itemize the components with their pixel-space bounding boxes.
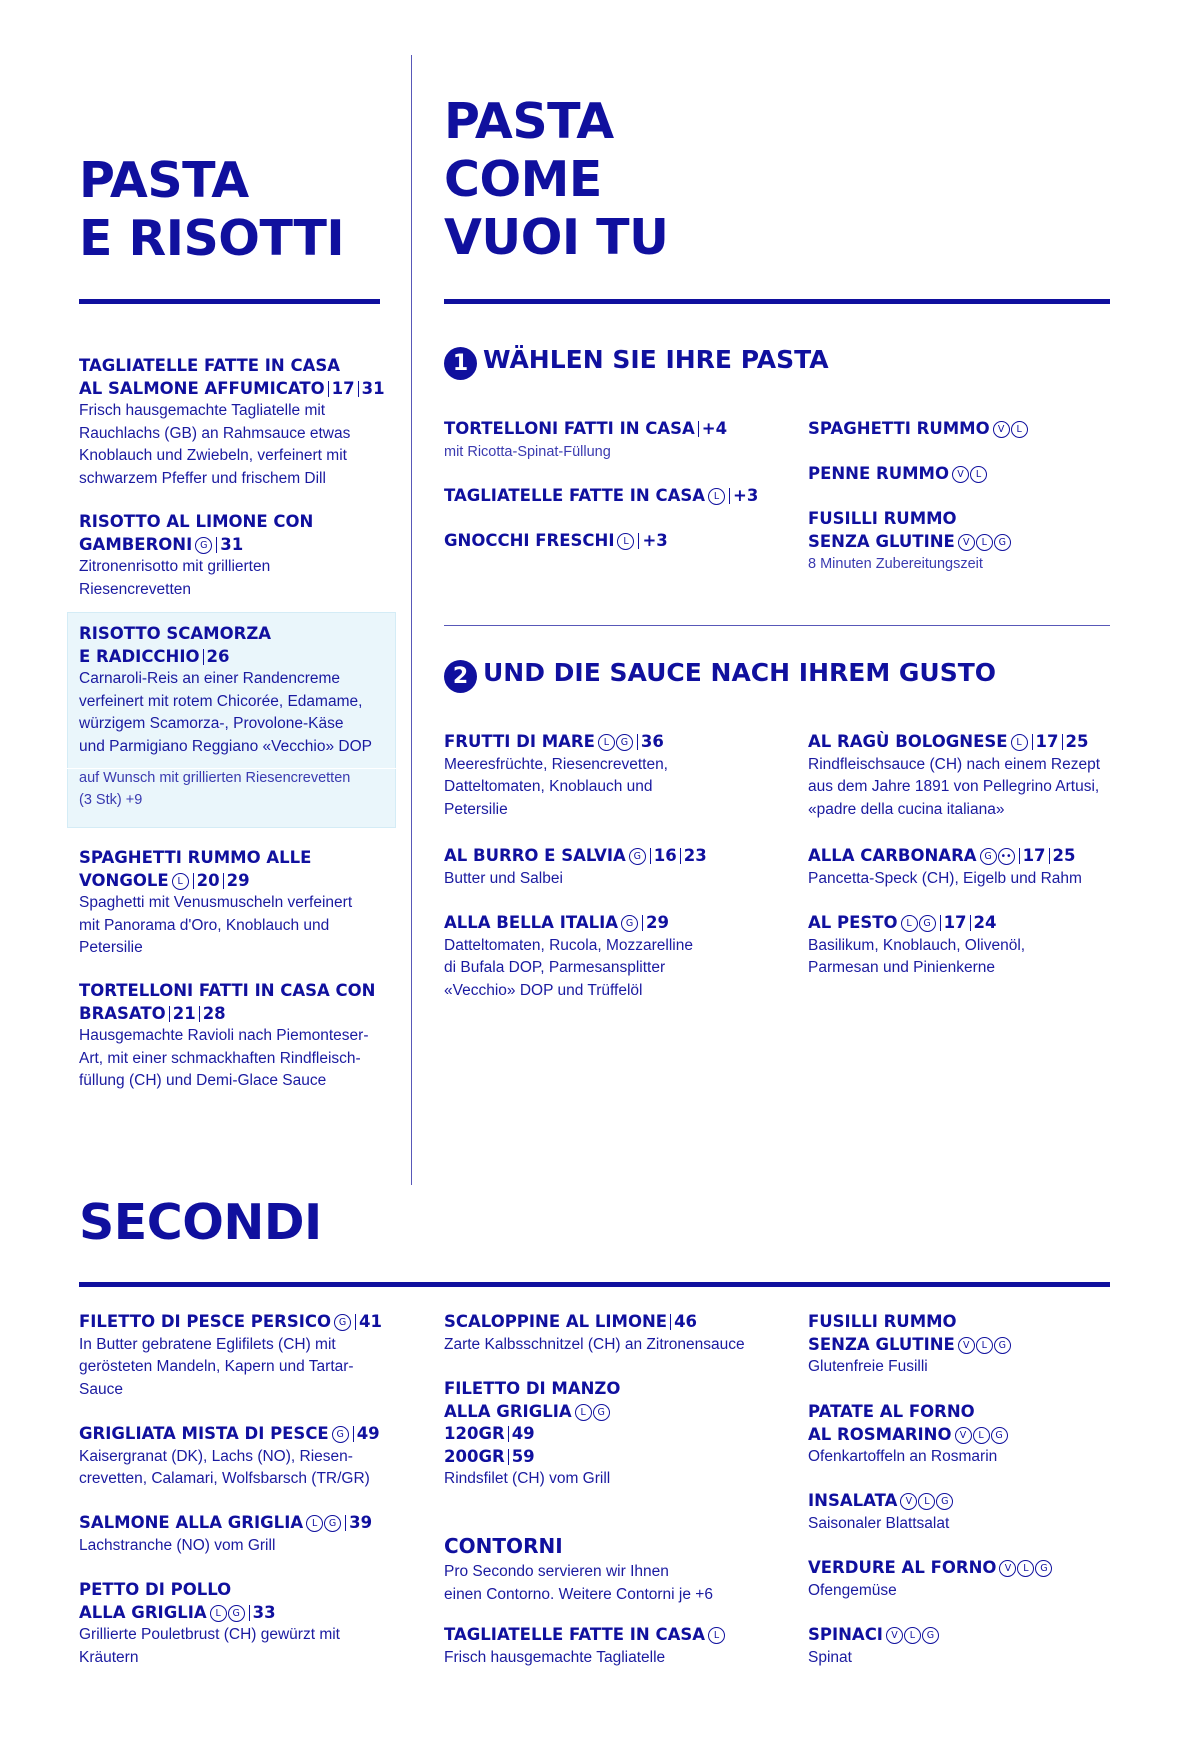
item-name: [808, 1401, 1108, 1424]
pasta-risotti-title: PASTA E RISOTTI: [79, 152, 345, 267]
contorno-item: [808, 1401, 1108, 1469]
price: +3: [729, 488, 758, 504]
secondi-description: Lachstranche (NO) vom Grill: [79, 1536, 276, 1554]
item-name-text: TORTELLONI FATTI IN CASA: [444, 419, 695, 438]
secondi-description: Sauce: [79, 1380, 123, 1398]
allergen-tags: [621, 912, 639, 935]
allergen-tags: [575, 1401, 611, 1424]
item-name: [808, 1490, 1108, 1513]
item-name-text: AL RAGÙ BOLOGNESE: [808, 732, 1008, 751]
item-name: [808, 1557, 1108, 1580]
item-name: [808, 418, 1108, 441]
allergen-l-icon: L: [172, 873, 189, 890]
item-name: [444, 418, 774, 441]
item-name: [79, 1311, 399, 1334]
step1-label: WÄHLEN SIE IHRE PASTA: [483, 345, 829, 374]
allergen-l-icon: L: [575, 1404, 592, 1421]
pasta-option: [444, 418, 774, 463]
allergen-l-icon: L: [904, 1627, 921, 1644]
item-name-text: SPAGHETTI RUMMO: [808, 419, 990, 438]
item-name-text: SENZA GLUTINE: [808, 531, 955, 551]
item-name-text: SPINACI: [808, 1625, 883, 1644]
secondi-description: Frisch hausgemachte Tagliatelle: [444, 1648, 666, 1666]
step2-heading: [444, 656, 996, 693]
item-name-text: AL PESTO: [808, 913, 898, 932]
item-extra-text: (3 Stk) +9: [79, 792, 143, 808]
allergen-tags: [306, 1512, 342, 1535]
item-description: füllung (CH) und Demi-Glace Sauce: [79, 1072, 327, 1089]
item-name-text: ALLA BELLA ITALIA: [444, 913, 619, 932]
allergen-l-icon: L: [617, 533, 634, 550]
allergen-tags: [1011, 731, 1029, 754]
allergen-g-icon: G: [616, 734, 633, 751]
item-description: mit Panorama d'Oro, Knoblauch und: [79, 916, 330, 934]
price: 36: [637, 734, 664, 750]
item-name-text: SCALOPPINE AL LIMONE: [444, 1312, 668, 1331]
allergen-g-icon: G: [994, 1337, 1011, 1354]
item-name-text: PETTO DI POLLO: [79, 1580, 232, 1599]
allergen-g-icon: G: [919, 915, 936, 932]
allergen-g-icon: G: [991, 1427, 1008, 1444]
item-name-text: ALLA CARBONARA: [808, 846, 977, 865]
item-name-text: SALMONE ALLA GRIGLIA: [79, 1513, 304, 1532]
item-name: [808, 1624, 1108, 1647]
allergen-tags: [900, 1490, 954, 1513]
item-name-text: 200GR: [444, 1446, 505, 1466]
allergen-l-icon: L: [918, 1493, 935, 1510]
allergen-tags: [195, 534, 213, 557]
sauce-description: Datteltomaten, Knoblauch und: [444, 778, 653, 795]
contorni-text: einen Contorno. Weitere Contorni je +6: [444, 1585, 713, 1603]
allergen-l-icon: L: [1011, 734, 1028, 751]
allergen-g-icon: G: [228, 1605, 245, 1622]
allergen-tags: [617, 530, 635, 553]
item-name: [79, 646, 399, 669]
item-name-text: FRUTTI DI MARE: [444, 732, 595, 751]
secondi-description: gerösteten Mandeln, Kapern und Tartar-: [79, 1358, 354, 1375]
item-name: [79, 870, 399, 893]
price: 25: [1062, 734, 1089, 750]
price: 59: [508, 1449, 535, 1465]
item-description: und Parmigiano Reggiano «Vecchio» DOP: [79, 737, 372, 755]
secondi-description: Rindsfilet (CH) vom Grill: [444, 1470, 611, 1487]
item-name-text: AL BURRO E SALVIA: [444, 846, 626, 865]
item-name-text: INSALATA: [808, 1491, 898, 1510]
item-name-text: BRASATO: [79, 1003, 166, 1023]
item-name: [808, 845, 1118, 868]
item-name-text: PATATE AL FORNO: [808, 1402, 975, 1421]
item-description: schwarzem Pfeffer und frischem Dill: [79, 469, 326, 487]
item-description: Petersilie: [79, 939, 143, 956]
allergen-g-icon: G: [1035, 1560, 1052, 1577]
allergen-tags: [958, 531, 1012, 554]
menu-item: [79, 847, 399, 960]
item-name-text: ALLA GRIGLIA: [444, 1401, 572, 1421]
pasta-option: [444, 485, 774, 508]
contorno-item: [808, 1490, 1108, 1535]
item-name-text: AL SALMONE AFFUMICATO: [79, 378, 325, 398]
allergen-g-icon: G: [195, 537, 212, 554]
item-description: Hausgemachte Ravioli nach Piemonteser-: [79, 1027, 369, 1044]
allergen-l-icon: L: [1011, 421, 1028, 438]
sauce-description: Meeresfrüchte, Riesencrevetten,: [444, 755, 668, 773]
item-name: [79, 1579, 399, 1602]
secondi-item: [79, 1311, 399, 1401]
price: 31: [358, 381, 385, 397]
sauce-description: Datteltomaten, Rucola, Mozzarelline: [444, 936, 693, 954]
sauce-option: [444, 845, 774, 890]
allergen-v-icon: V: [993, 421, 1010, 438]
item-name: [79, 355, 399, 378]
secondi-title: SECONDI: [79, 1194, 322, 1251]
menu-item: [79, 623, 399, 811]
price: 16: [650, 848, 677, 864]
item-description: Knoblauch und Zwiebeln, verfeinert mit: [79, 447, 347, 464]
contorno-item: [808, 1311, 1108, 1379]
menu-item: [79, 980, 399, 1093]
allergen-l-icon: L: [976, 534, 993, 551]
item-name-text: GAMBERONI: [79, 534, 193, 554]
price: 21: [169, 1006, 196, 1022]
sauce-description: aus dem Jahre 1891 von Pellegrino Artusi,: [808, 778, 1100, 795]
sauce-description: Petersilie: [444, 800, 508, 818]
step-divider: [444, 625, 1110, 626]
price: 29: [223, 873, 250, 889]
item-description: würzigem Scamorza-, Provolone-Käse: [79, 715, 344, 732]
allergen-tags: [172, 870, 190, 893]
price: 41: [355, 1314, 382, 1330]
item-name-text: FILETTO DI MANZO: [444, 1379, 621, 1398]
secondi-rule: [79, 1282, 1110, 1287]
item-name-text: TAGLIATELLE FATTE IN CASA: [444, 486, 705, 505]
price: 25: [1049, 848, 1076, 864]
contorno-description: Spinat: [808, 1648, 852, 1666]
allergen-v-icon: V: [958, 534, 975, 551]
allergen-tags: [955, 1424, 1009, 1447]
allergen-g-icon: G: [334, 1314, 351, 1331]
allergen-l-icon: L: [973, 1427, 990, 1444]
pasta-option-note: 8 Minuten Zubereitungszeit: [808, 556, 983, 572]
menu-item: [79, 511, 399, 601]
item-name: [444, 1401, 784, 1424]
price: 17: [1032, 734, 1059, 750]
price: +3: [638, 533, 667, 549]
step2-number: 2: [444, 660, 477, 693]
allergen-v-icon: V: [900, 1493, 917, 1510]
contorno-description: Ofenkartoffeln an Rosmarin: [808, 1448, 998, 1465]
item-name: [444, 912, 774, 935]
item-description: verfeinert mit rotem Chicorée, Edamame,: [79, 692, 363, 710]
allergen-tags: [886, 1624, 940, 1647]
sauce-description: di Bufala DOP, Parmesansplitter: [444, 959, 666, 976]
item-name-text: SPAGHETTI RUMMO ALLE: [79, 848, 312, 867]
item-name-text: E RADICCHIO: [79, 646, 200, 666]
item-name-text: VONGOLE: [79, 870, 169, 890]
allergen-l-icon: L: [976, 1337, 993, 1354]
allergen-tags: [958, 1334, 1012, 1357]
item-name: [79, 1003, 399, 1026]
allergen-tags: [952, 463, 988, 486]
pasta-come-title: PASTA COME VUOI TU: [444, 93, 669, 266]
item-description: Art, mit einer schmackhaften Rindfleisch-: [79, 1049, 361, 1067]
item-name: [79, 1423, 399, 1446]
item-name: [444, 1311, 784, 1334]
allergen-tags: [708, 1624, 726, 1647]
pasta-option: [808, 508, 1108, 575]
secondi-description: Zarte Kalbsschnitzel (CH) an Zitronensauce: [444, 1335, 745, 1353]
item-name: [444, 1423, 784, 1446]
step1-number: 1: [444, 347, 477, 380]
allergen-v-icon: V: [955, 1427, 972, 1444]
price: 28: [199, 1006, 226, 1022]
allergen-l-icon: L: [901, 915, 918, 932]
allergen-g-icon: G: [994, 534, 1011, 551]
sauce-option: [808, 845, 1118, 890]
allergen-tags: [598, 731, 634, 754]
price: 33: [249, 1605, 276, 1621]
price: 24: [970, 915, 997, 931]
allergen-tags: [980, 845, 1016, 868]
sauce-description: Pancetta-Speck (CH), Eigelb und Rahm: [808, 869, 1082, 887]
item-name: [444, 1624, 784, 1647]
sauce-option: [808, 731, 1118, 821]
item-name-text: TORTELLONI FATTI IN CASA CON: [79, 981, 376, 1000]
secondi-description: In Butter gebratene Eglifilets (CH) mit: [79, 1335, 336, 1353]
item-description: Zitronenrisotto mit grillierten: [79, 558, 271, 575]
allergen-g-icon: G: [621, 915, 638, 932]
item-name-text: AL ROSMARINO: [808, 1424, 952, 1444]
pasta-risotti-rule: [79, 299, 380, 304]
item-name-text: SENZA GLUTINE: [808, 1334, 955, 1354]
contorno-item: [808, 1557, 1108, 1602]
allergen-g-icon: G: [922, 1627, 939, 1644]
item-name: [444, 530, 774, 553]
sauce-description: Butter und Salbei: [444, 869, 563, 887]
sauce-description: Rindfleischsauce (CH) nach einem Rezept: [808, 755, 1101, 773]
allergen-v-icon: V: [886, 1627, 903, 1644]
allergen-egg-icon: ••: [998, 848, 1015, 865]
allergen-g-icon: G: [593, 1404, 610, 1421]
secondi-description: Kräutern: [79, 1648, 139, 1666]
item-name: [808, 531, 1108, 554]
item-name: [79, 534, 399, 557]
item-name: [79, 1512, 399, 1535]
secondi-description: Kaisergranat (DK), Lachs (NO), Riesen-: [79, 1447, 353, 1465]
menu-item: [79, 355, 399, 490]
item-name-text: RISOTTO SCAMORZA: [79, 624, 272, 643]
sauce-description: «Vecchio» DOP und Trüffelöl: [444, 981, 643, 999]
sauce-description: Parmesan und Pinienkerne: [808, 959, 995, 976]
allergen-l-icon: L: [708, 1627, 725, 1644]
item-name: [79, 511, 399, 534]
allergen-tags: [901, 912, 937, 935]
item-description: Rauchlachs (GB) an Rahmsauce etwas: [79, 424, 351, 442]
item-name-text: GRIGLIATA MISTA DI PESCE: [79, 1424, 329, 1443]
price: 29: [642, 915, 669, 931]
secondi-description: crevetten, Calamari, Wolfsbarsch (TR/GR): [79, 1470, 370, 1487]
item-extra: [79, 767, 399, 811]
contorni-text: Pro Secondo servieren wir Ihnen: [444, 1563, 669, 1580]
price: 39: [345, 1515, 372, 1531]
price: 26: [203, 649, 230, 665]
item-name-text: TAGLIATELLE FATTE IN CASA: [444, 1625, 705, 1644]
item-name: [444, 731, 774, 754]
contorno-description: Saisonaler Blattsalat: [808, 1514, 950, 1532]
item-name: [808, 1334, 1108, 1357]
item-name-text: 120GR: [444, 1424, 505, 1443]
item-name: [808, 1311, 1108, 1334]
allergen-l-icon: L: [306, 1515, 323, 1532]
allergen-l-icon: L: [970, 466, 987, 483]
price: 23: [680, 848, 707, 864]
item-extra-text: auf Wunsch mit grillierten Riesencrevetten: [79, 770, 351, 786]
pasta-option: [808, 418, 1108, 441]
secondi-item: [444, 1378, 784, 1491]
item-name-text: GNOCCHI FRESCHI: [444, 531, 615, 550]
item-description: Frisch hausgemachte Tagliatelle mit: [79, 402, 326, 419]
item-name-text: FUSILLI RUMMO: [808, 509, 957, 528]
price: 49: [353, 1426, 380, 1442]
item-description: Riesencrevetten: [79, 580, 192, 598]
item-name-text: TAGLIATELLE FATTE IN CASA: [79, 356, 340, 375]
price: 17: [328, 381, 355, 397]
item-name: [808, 1424, 1108, 1447]
pasta-option: [444, 530, 774, 553]
allergen-g-icon: G: [936, 1493, 953, 1510]
secondi-description: Grillierte Pouletbrust (CH) gewürzt mit: [79, 1626, 340, 1643]
allergen-v-icon: V: [952, 466, 969, 483]
price: 17: [940, 915, 967, 931]
item-description: Carnaroli-Reis an einer Randencreme: [79, 670, 341, 687]
item-description: Spaghetti mit Venusmuscheln verfeinert: [79, 894, 353, 911]
pasta-option-note: mit Ricotta-Spinat-Füllung: [444, 443, 611, 460]
item-name: [808, 912, 1118, 935]
allergen-tags: [993, 418, 1029, 441]
item-name-text: FILETTO DI PESCE PERSICO: [79, 1312, 332, 1331]
price: 31: [216, 537, 243, 553]
allergen-g-icon: G: [980, 848, 997, 865]
item-name: [444, 1446, 784, 1469]
item-name: [79, 847, 399, 870]
item-name: [444, 485, 774, 508]
item-name-text: VERDURE AL FORNO: [808, 1558, 997, 1577]
column-divider: [411, 55, 412, 1185]
item-name: [79, 623, 399, 646]
item-name: [79, 980, 399, 1003]
contorni-title: CONTORNI: [444, 1534, 563, 1558]
secondi-item: [79, 1512, 399, 1557]
item-name: [444, 1378, 784, 1401]
allergen-l-icon: L: [210, 1605, 227, 1622]
contorno-description: Glutenfreie Fusilli: [808, 1358, 928, 1375]
pasta-come-rule: [444, 299, 1110, 304]
allergen-tags: [332, 1423, 350, 1446]
allergen-l-icon: L: [708, 488, 725, 505]
allergen-g-icon: G: [629, 848, 646, 865]
item-name-text: RISOTTO AL LIMONE CON: [79, 512, 314, 531]
sauce-option: [444, 912, 774, 1002]
allergen-tags: [334, 1311, 352, 1334]
sauce-option: [444, 731, 774, 821]
price: 49: [508, 1426, 535, 1442]
secondi-item: [444, 1624, 784, 1669]
allergen-v-icon: V: [999, 1560, 1016, 1577]
price: 46: [670, 1314, 697, 1330]
item-name-text: FUSILLI RUMMO: [808, 1312, 957, 1331]
contorni-description: [444, 1561, 784, 1606]
item-name-text: PENNE RUMMO: [808, 464, 949, 483]
allergen-l-icon: L: [1017, 1560, 1034, 1577]
pasta-option: [808, 463, 1108, 486]
price: 20: [193, 873, 220, 889]
item-name: [808, 463, 1108, 486]
sauce-description: Basilikum, Knoblauch, Olivenöl,: [808, 936, 1026, 954]
allergen-tags: [210, 1602, 246, 1625]
contorno-item: [808, 1624, 1108, 1669]
price: +4: [698, 421, 727, 437]
secondi-item: [79, 1423, 399, 1491]
secondi-item: [79, 1579, 399, 1669]
allergen-l-icon: L: [598, 734, 615, 751]
sauce-description: «padre della cucina italiana»: [808, 800, 1005, 818]
item-name: [444, 845, 774, 868]
allergen-tags: [708, 485, 726, 508]
allergen-tags: [629, 845, 647, 868]
allergen-tags: [999, 1557, 1053, 1580]
contorno-description: Ofengemüse: [808, 1581, 897, 1599]
step2-label: UND DIE SAUCE NACH IHREM GUSTO: [483, 658, 997, 687]
step1-heading: [444, 343, 829, 380]
price: 17: [1019, 848, 1046, 864]
item-name: [808, 508, 1108, 531]
allergen-g-icon: G: [324, 1515, 341, 1532]
item-name-text: ALLA GRIGLIA: [79, 1602, 207, 1622]
sauce-option: [808, 912, 1118, 980]
item-name: [79, 378, 399, 401]
item-name: [808, 731, 1118, 754]
allergen-g-icon: G: [332, 1426, 349, 1443]
item-name: [79, 1602, 399, 1625]
allergen-v-icon: V: [958, 1337, 975, 1354]
secondi-item: [444, 1311, 784, 1356]
